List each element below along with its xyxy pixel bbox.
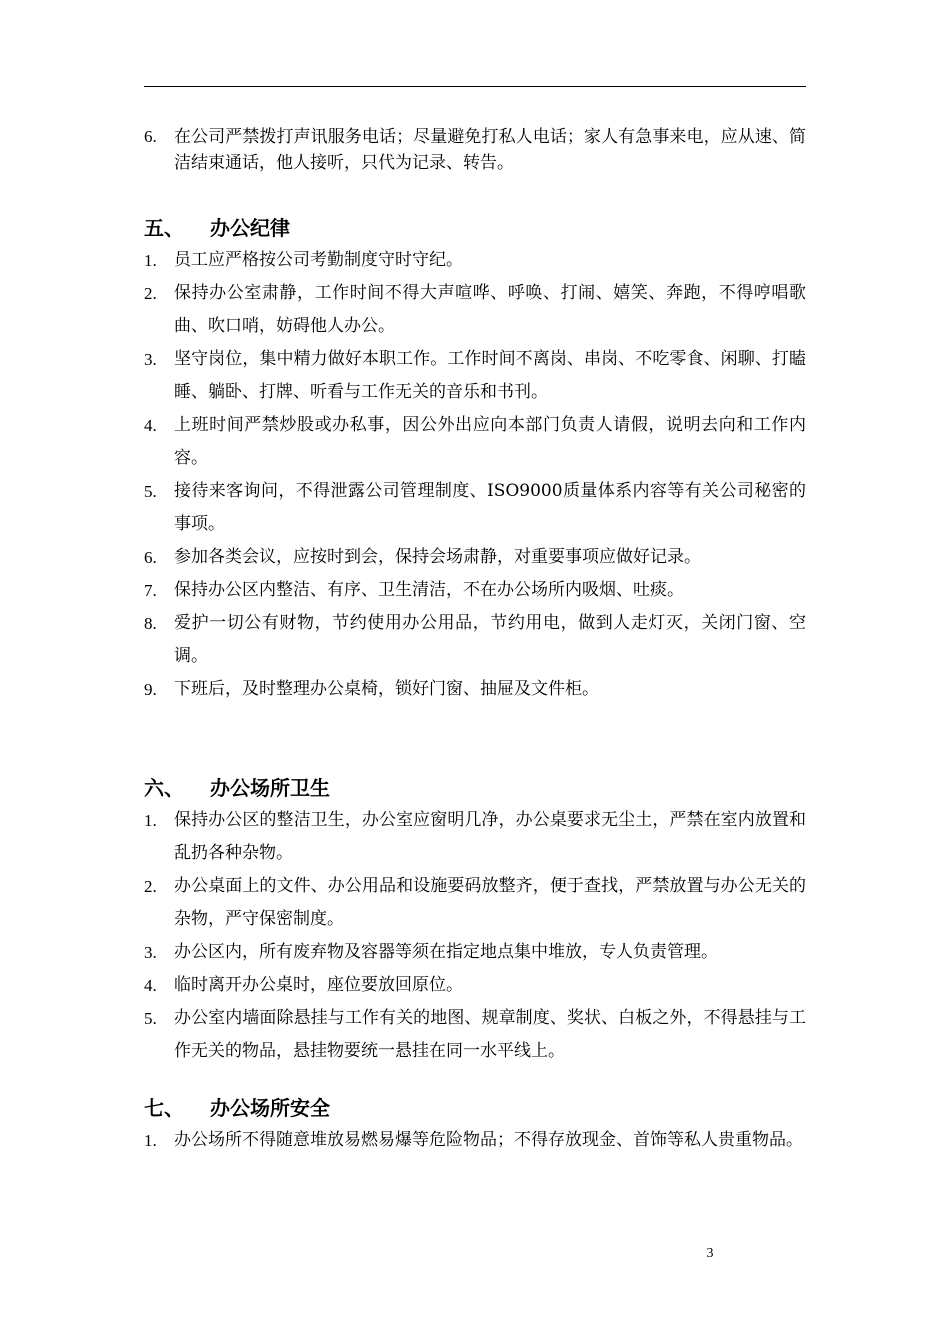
list-item-number: 6.	[144, 127, 157, 146]
list-item-text: 爱护一切公有财物，节约使用办公用品，节约用电，做到人走灯灭，关闭门窗、空调。	[174, 613, 806, 666]
list-item	[144, 969, 806, 1002]
list-item-text: 办公桌面上的文件、办公用品和设施要码放整齐，便于查找，严禁放置与办公无关的杂物，严守保密制度。	[174, 876, 806, 929]
list-item	[144, 870, 806, 936]
list-item	[144, 475, 806, 541]
list-item-number: 7.	[144, 581, 157, 600]
list-item-text: 参加各类会议，应按时到会，保持会场肃静，对重要事项应做好记录。	[174, 547, 701, 567]
list-item	[144, 277, 806, 343]
document-body	[144, 124, 806, 1157]
section-heading	[144, 214, 806, 242]
list-item-text: 保持办公室肃静，工作时间不得大声喧哗、呼唤、打闹、嬉笑、奔跑，不得哼唱歌曲、吹口哨，妨碍他人办公。	[174, 283, 806, 336]
list-item-number: 2.	[144, 284, 157, 303]
list-item-text: 员工应严格按公司考勤制度守时守纪。	[174, 250, 463, 270]
section-number: 七、	[144, 1096, 184, 1120]
list-item-text: 办公室内墙面除悬挂与工作有关的地图、规章制度、奖状、白板之外，不得悬挂与工作无关的物品，悬挂物要统一悬挂在同一水平线上。	[174, 1008, 806, 1061]
list-item	[144, 673, 806, 706]
list-item	[144, 1124, 806, 1157]
header-rule	[144, 86, 806, 87]
list-item	[144, 343, 806, 409]
page-number: 3	[706, 1246, 714, 1261]
list-item	[144, 936, 806, 969]
list-item-number: 1.	[144, 251, 157, 270]
list-item-text: 办公场所不得随意堆放易燃易爆等危险物品；不得存放现金、首饰等私人贵重物品。	[174, 1130, 803, 1150]
list-item	[144, 1002, 806, 1068]
section-title: 办公场所卫生	[210, 776, 330, 800]
section-heading	[144, 774, 806, 802]
list-item	[144, 804, 806, 870]
list-item-number: 5.	[144, 482, 157, 501]
list-item-text: 下班后，及时整理办公桌椅，锁好门窗、抽屉及文件柜。	[174, 679, 599, 699]
list-item-text: 在公司严禁拨打声讯服务电话；尽量避免打私人电话；家人有急事来电，应从速、简洁结束通话，他人接听，只代为记录、转告。	[174, 127, 806, 173]
list-item-number: 5.	[144, 1009, 157, 1028]
list-item	[144, 541, 806, 574]
list-item-number: 9.	[144, 680, 157, 699]
list-item-number: 1.	[144, 1131, 157, 1150]
list-item-text: 上班时间严禁炒股或办私事，因公外出应向本部门负责人请假，说明去向和工作内容。	[174, 415, 806, 468]
list-item-number: 8.	[144, 614, 157, 633]
list-item-text: 临时离开办公桌时，座位要放回原位。	[174, 975, 463, 995]
list-item	[144, 574, 806, 607]
section-number: 六、	[144, 776, 184, 800]
section-title: 办公纪律	[210, 216, 290, 240]
section-title: 办公场所安全	[210, 1096, 330, 1120]
list-item-text: 办公区内，所有废弃物及容器等须在指定地点集中堆放，专人负责管理。	[174, 942, 718, 962]
list-item-number: 1.	[144, 811, 157, 830]
list-item-number: 4.	[144, 416, 157, 435]
list-item-number: 3.	[144, 350, 157, 369]
list-item-text: 接待来客询问，不得泄露公司管理制度、ISO9000质量体系内容等有关公司秘密的事项。	[174, 481, 806, 534]
list-item	[144, 409, 806, 475]
list-item-number: 2.	[144, 877, 157, 896]
section-heading	[144, 1094, 806, 1122]
list-item	[144, 244, 806, 277]
list-item	[144, 607, 806, 673]
list-item	[144, 124, 806, 176]
section-number: 五、	[144, 216, 184, 240]
list-item-text: 坚守岗位，集中精力做好本职工作。工作时间不离岗、串岗、不吃零食、闲聊、打瞌睡、躺卧、打牌、听看与工作无关的音乐和书刊。	[174, 349, 806, 402]
list-item-number: 3.	[144, 943, 157, 962]
list-item-text: 保持办公区内整洁、有序、卫生清洁，不在办公场所内吸烟、吐痰。	[174, 580, 684, 600]
list-item-number: 6.	[144, 548, 157, 567]
list-item-number: 4.	[144, 976, 157, 995]
list-item-text: 保持办公区的整洁卫生，办公室应窗明几净，办公桌要求无尘土，严禁在室内放置和乱扔各种杂物。	[174, 810, 806, 863]
